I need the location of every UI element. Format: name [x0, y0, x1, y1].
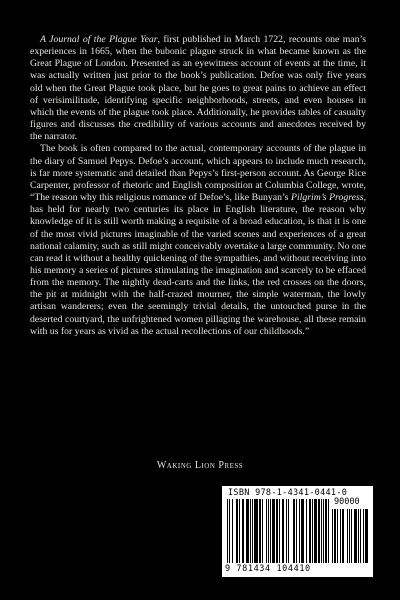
book-title: A Journal of the Plague Year: [40, 34, 158, 45]
barcode-bar: [242, 499, 244, 563]
barcode-bar: [342, 509, 344, 563]
barcode-bar: [270, 499, 271, 563]
barcode-bar: [360, 509, 361, 563]
paragraph-2-text-before: The book is often compared to the actual, contemporary accounts of the plague in the diary of Samuel Pepys. Defoe’s account, which appears to include much research, is far more systematic and detailed than Pepys’s first-person account. As George Rice Carpenter, professor of rhetoric and English composition at Columbia College, wrote, “The reason why this religious romance of Defoe’s, like Bunyan’s: [30, 143, 366, 204]
barcode-bar: [354, 509, 357, 563]
barcode-bar: [259, 499, 261, 563]
addon-barcode-bars: [332, 509, 370, 563]
barcode-bar: [232, 499, 233, 563]
paragraph-2-text-after: , has held for nearly two centuries its place in English literature, the reason why knowledge of it is still worth making a requisite of a broad education, is that it is one of the most vivid pictures imaginable of the varied scenes and experiences of a great national calamity, such as still might conceivably overtake a large community. No one can read it without a healthy quickening of the sympathies, and without receiving into his memory a series of pictures stimulating the imagination and scarcely to be effaced from the memory. The nightly dead-carts and the links, the red crosses on the doors, the pit at midnight with the half-crazed mourner, the simple waterman, the lowly artisan wanderers; even the seemingly trivial details, the untouched purse in the deserted courtyard, the unfrightened women pillaging the warehouse, all these remain with us for years as vivid as the actual recollections of our childhoods.”: [30, 192, 367, 337]
barcode-bar: [325, 499, 327, 563]
book-description: [30, 34, 366, 338]
barcode-bar: [296, 499, 297, 563]
barcode-bar: [254, 499, 258, 563]
barcode-bar: [349, 509, 350, 563]
barcode-bar: [358, 509, 359, 563]
barcode-bar: [252, 499, 253, 563]
isbn-barcode: [222, 486, 373, 577]
barcode-bar: [293, 499, 295, 563]
barcode-bar: [306, 499, 307, 563]
barcode-bar: [276, 499, 278, 563]
barcode-bar: [229, 499, 230, 563]
barcode-bar: [363, 509, 364, 563]
barcode-bar: [301, 499, 304, 563]
barcode-bar: [318, 499, 320, 563]
barcode-bar: [334, 509, 336, 563]
barcode-bar: [340, 509, 341, 563]
barcode-bar: [236, 499, 238, 563]
barcode-bar: [250, 499, 251, 563]
barcode-bar: [262, 499, 263, 563]
publisher-name: Waking Lion Press: [156, 460, 244, 471]
description-paragraph-1: [30, 34, 366, 143]
barcode-bar: [312, 499, 313, 563]
barcode-bar: [365, 509, 368, 563]
barcode-bar: [227, 499, 228, 563]
barcode-bar: [314, 499, 317, 563]
barcode-bar: [279, 499, 280, 563]
barcode-bar: [282, 499, 284, 563]
isbn-label: ISBN 978-1-4341-0441-0: [228, 488, 348, 498]
barcode-bar: [337, 509, 338, 563]
barcode-bar: [332, 509, 333, 563]
barcode-bar: [321, 499, 322, 563]
paragraph-1-text: , first published in March 1722, recounts one man’s experiences in 1665, when the bubonic plague struck in what became known as the Great Plague of London. Presented as an eyewitness account of events at the time, it was actually written just prior to the book’s publication. Defoe was only five years old when the Great Plague took place, but he goes to great pains to achieve an effect of verisimilitude, identifying specific neighborhoods, streets, and even houses in which the events of the plague took place. Additionally, he provides tables of casualty figures and discusses the credibility of various accounts and anecdotes received by the narrator.: [30, 34, 366, 143]
pilgrims-progress-title: Pilgrim’s Progress: [290, 192, 364, 204]
barcode-bar: [347, 509, 348, 563]
barcode-bar: [288, 499, 289, 563]
barcode-bar: [323, 499, 324, 563]
barcode-bar: [299, 499, 300, 563]
barcode-bar: [272, 499, 275, 563]
barcode-bar: [328, 499, 329, 563]
barcode-bar: [309, 499, 311, 563]
description-paragraph-2: [30, 143, 366, 338]
barcode-bar: [266, 499, 267, 563]
price-code: 90000: [334, 497, 360, 507]
barcode-bar: [286, 499, 287, 563]
barcode-bar: [246, 499, 249, 563]
ean-barcode-bars: [227, 499, 329, 565]
barcode-bar: [239, 499, 240, 563]
ean-digits: 9 781434 104410: [225, 564, 311, 574]
barcode-bar: [351, 509, 352, 563]
barcode-bar: [268, 499, 269, 563]
